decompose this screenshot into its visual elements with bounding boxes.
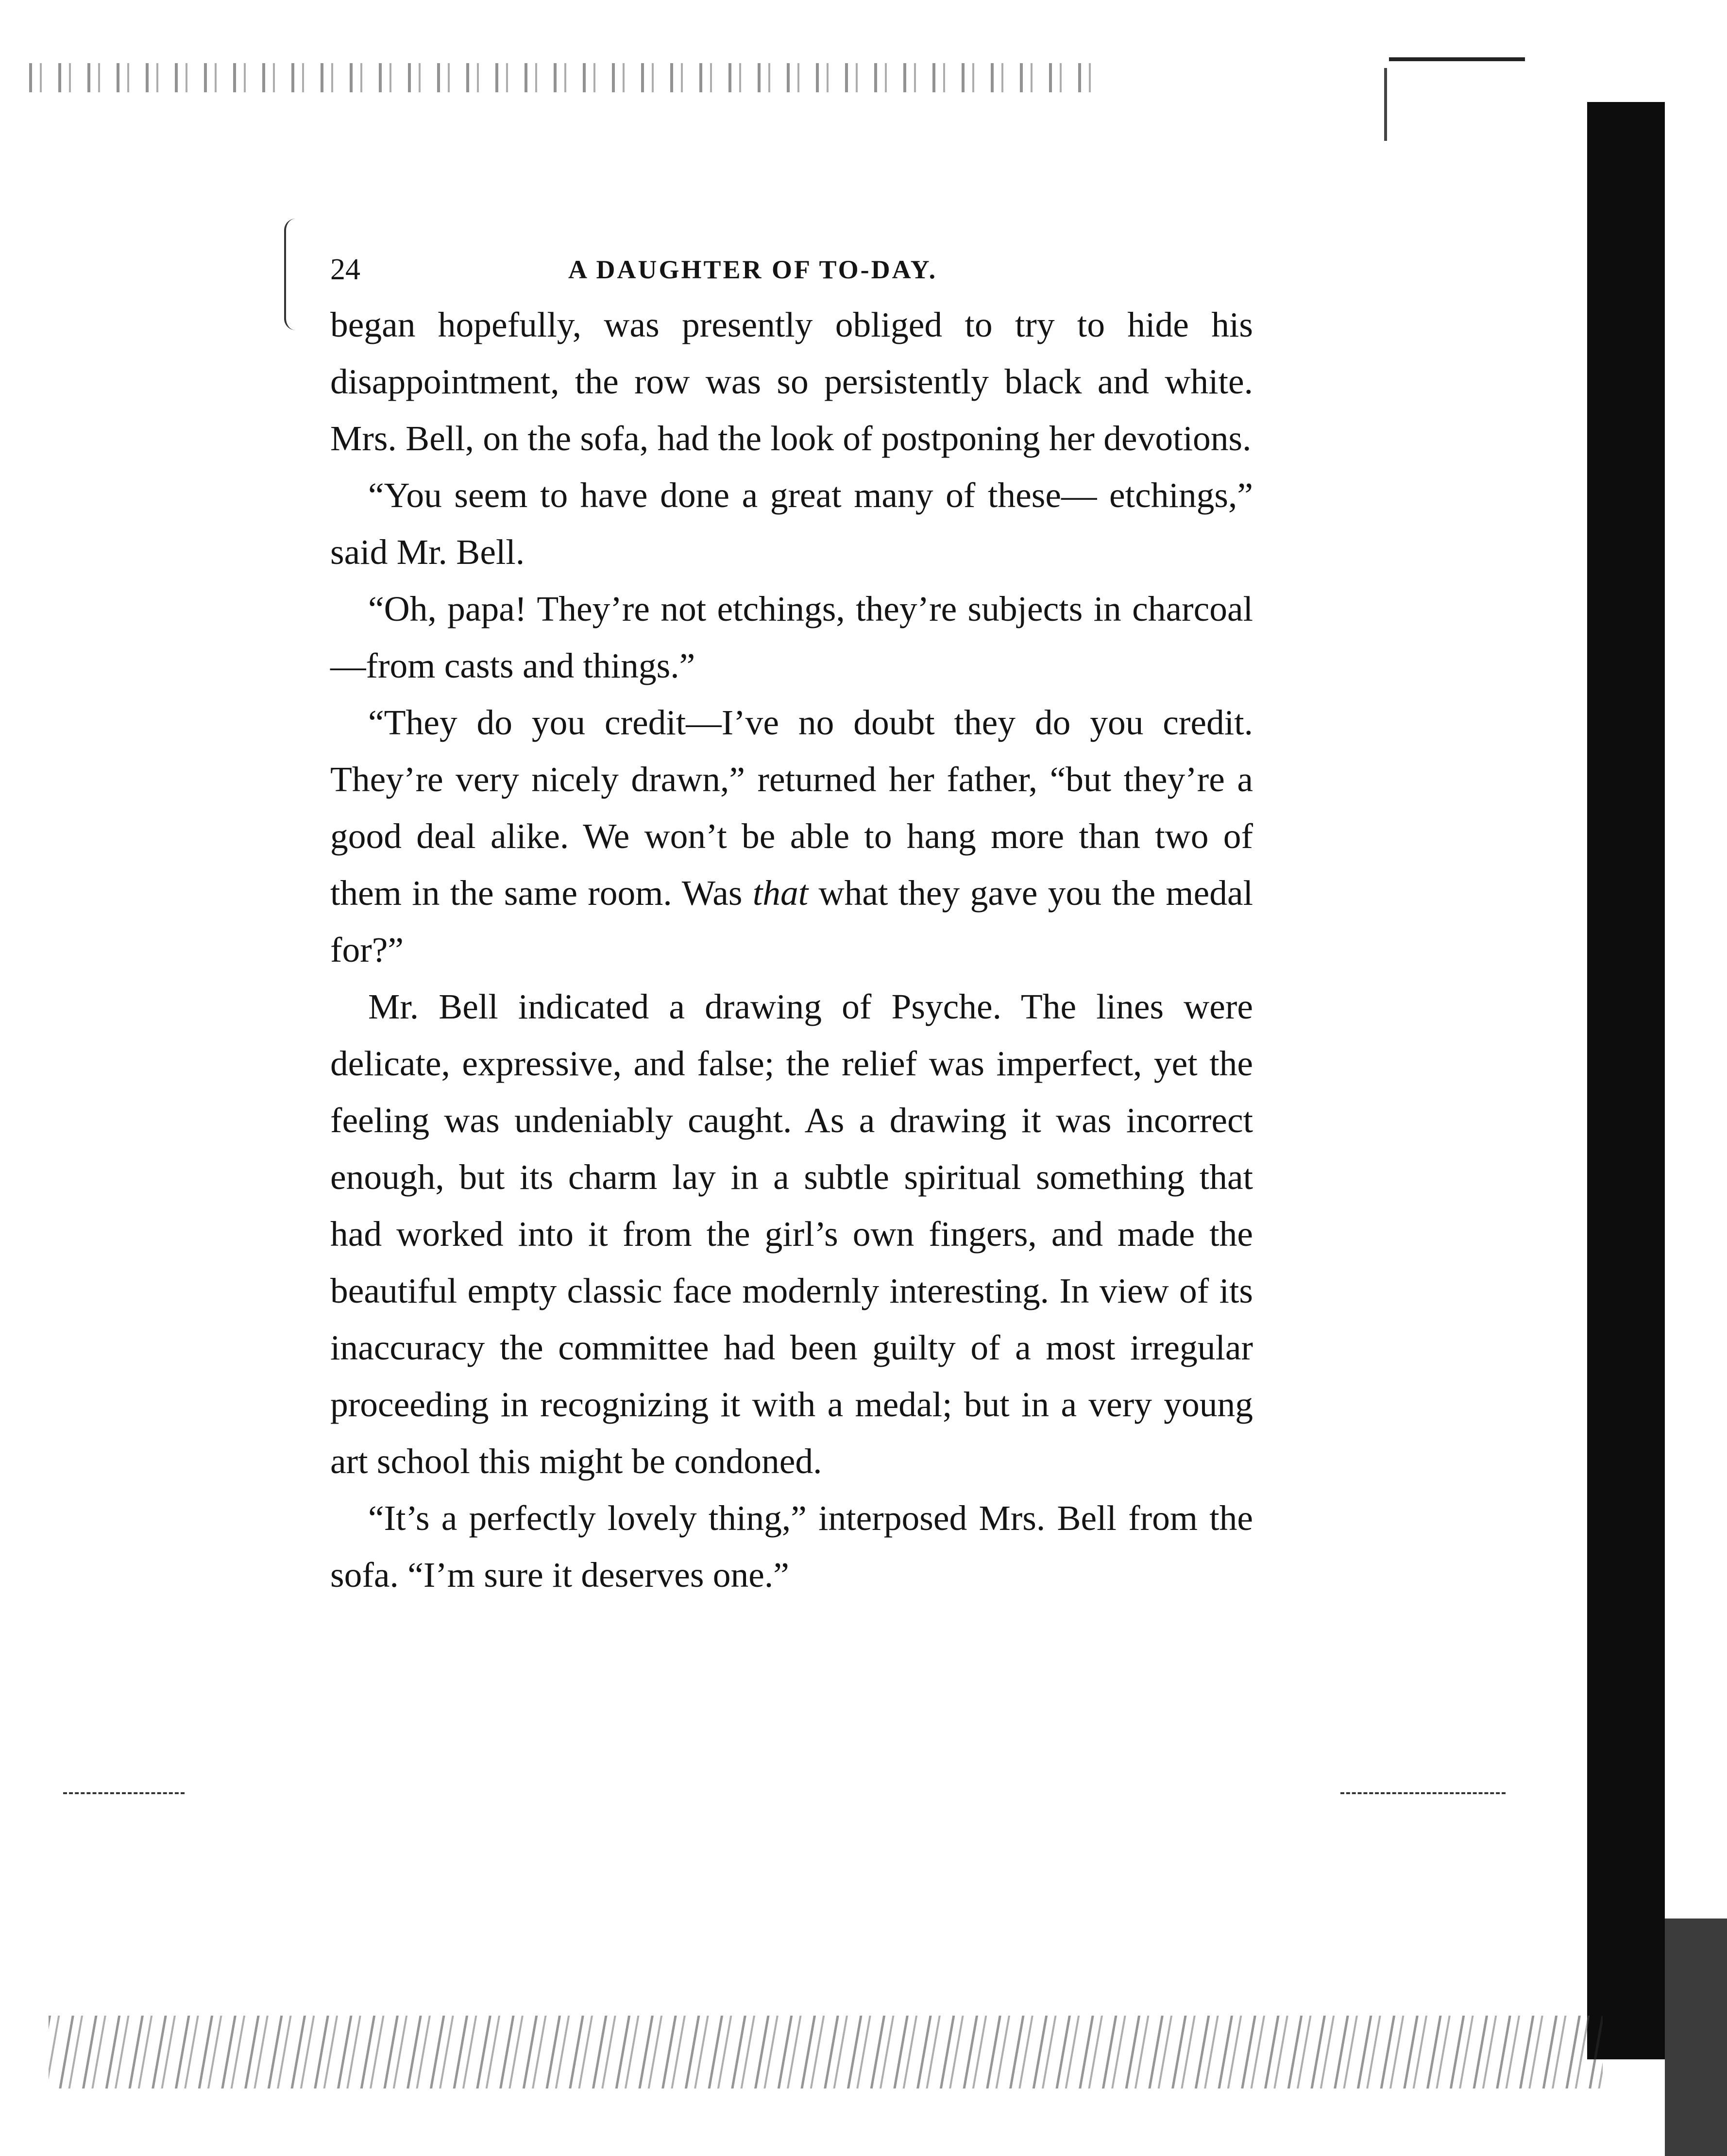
paragraph-4-after: what they gave you the medal for?”: [330, 873, 1253, 969]
scan-dash-right: [1340, 1792, 1506, 1794]
page-header: [330, 243, 1253, 296]
paragraph-4: [330, 694, 1253, 978]
scan-noise-bottom: [49, 2016, 1603, 2088]
paragraph-2: “You seem to have done a great many of these— etchings,” said Mr. Bell.: [330, 475, 1253, 572]
paragraph-4-before: “They do you credit—I’ve no doubt they do you credit. They’re very nicely drawn,” returned her father, “but they’re a good deal alike. We won’t be able to hang more than two of them in the same room. Was: [330, 703, 1253, 913]
scan-mark-left-bracket: [284, 219, 296, 330]
scan-noise-top: [29, 63, 1098, 92]
scan-mark-top-right: [1389, 57, 1525, 61]
paragraph-5: Mr. Bell indicated a drawing of Psyche. The lines were delicate, expressive, and false; the relief was imperfect, yet the feeling was undeniably caught. As a drawing it was incorrect enough, but its charm lay in a subtle spiritual something that had worked into it from the girl’s own fingers, and made the beautiful empty classic face modernly interesting. In view of its inaccuracy the committee had been guilty of a most irregular proceeding in recognizing it with a medal; but in a very young art school this might be condoned.: [330, 987, 1253, 1481]
scan-mark-right-tick: [1384, 68, 1387, 141]
paragraph-4-emphasis: that: [752, 873, 809, 913]
running-head: A DAUGHTER OF TO-DAY.: [568, 255, 938, 284]
scan-binding-shadow-tail: [1665, 1918, 1727, 2156]
scan-binding-shadow: [1587, 102, 1665, 2059]
paragraph-6: “It’s a perfectly lovely thing,” interposed Mrs. Bell from the sofa. “I’m sure it deserves one.”: [330, 1498, 1253, 1595]
book-page: [330, 243, 1253, 1603]
paragraph-3: “Oh, papa! They’re not etchings, they’re subjects in charcoal—from casts and things.”: [330, 589, 1253, 685]
paragraph-1: began hopefully, was presently obliged to try to hide his disappointment, the row was so persistently black and white. Mrs. Bell, on the sofa, had the look of postponing her devotions.: [330, 305, 1253, 458]
page-number: 24: [330, 253, 360, 286]
body-text: [330, 296, 1253, 1603]
scan-dash-left: [63, 1792, 185, 1794]
